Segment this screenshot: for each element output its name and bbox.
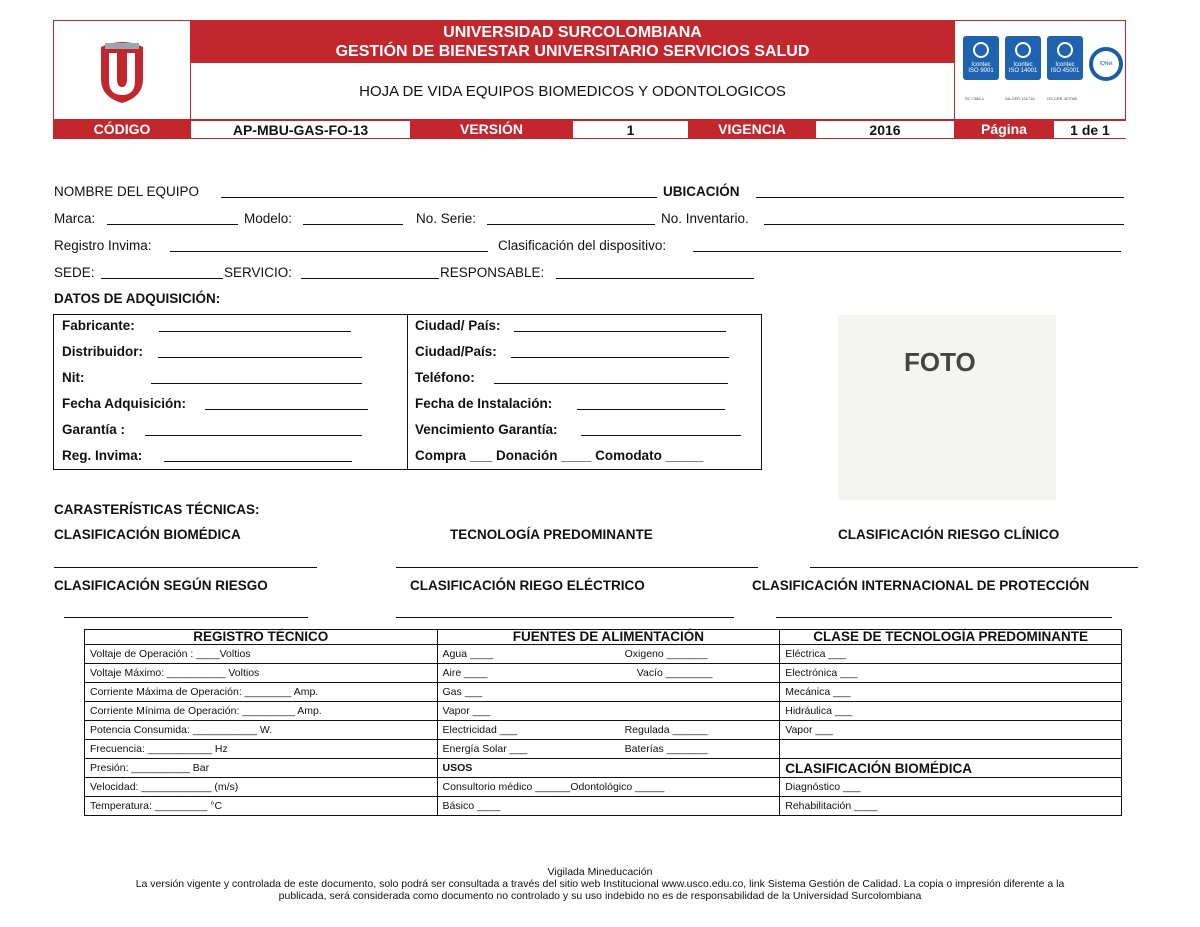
city-country-label: Ciudad/ País: <box>415 318 501 333</box>
table-row <box>85 740 1122 759</box>
predominant-tech-label: TECNOLOGÍA PREDOMINANTE <box>450 527 653 542</box>
equipment-name-field[interactable] <box>221 197 657 198</box>
table-cell[interactable]: Temperatura: _________ °C <box>85 797 438 816</box>
table-row <box>85 778 1122 797</box>
invima-field[interactable] <box>170 251 488 252</box>
phone-label: Teléfono: <box>415 370 475 385</box>
cert-number: SC 7384-1 <box>965 96 985 101</box>
purchase-date-label: Fecha Adquisición: <box>62 396 187 411</box>
table-cell[interactable] <box>780 740 1122 759</box>
sede-field[interactable] <box>101 278 223 279</box>
table-cell[interactable] <box>437 740 780 759</box>
table-cell[interactable]: Potencia Consumida: ___________ W. <box>85 721 438 740</box>
nit-field[interactable] <box>151 383 362 384</box>
brand-label: Marca: <box>54 211 96 226</box>
cell-text: Vacío ________ <box>636 667 713 679</box>
manufacturer-label: Fabricante: <box>62 318 135 333</box>
page-value: 1 de 1 <box>1054 120 1126 139</box>
icontec-9001-icon: Icontec ISO 9001 <box>963 36 999 80</box>
version-value: 1 <box>573 120 688 139</box>
predominant-tech-field[interactable] <box>396 567 758 568</box>
table-cell[interactable]: Presión: __________ Bar <box>85 759 438 778</box>
location-label: UBICACIÓN <box>663 184 740 199</box>
cert-number: OS-CER 427060 <box>1047 96 1078 101</box>
department-name: GESTIÓN DE BIENESTAR UNIVERSITARIO SERVICIOS SALUD <box>335 43 810 60</box>
code-label: CÓDIGO <box>93 121 151 137</box>
device-class-label: Clasificación del dispositivo: <box>498 238 667 253</box>
responsible-label: RESPONSABLE: <box>440 265 545 280</box>
technical-registry-table <box>84 629 1122 816</box>
sede-label: SEDE: <box>54 265 95 280</box>
acquisition-type[interactable]: Compra ___ Donación ____ Comodato _____ <box>415 448 704 463</box>
table-cell[interactable]: Diagnóstico ___ <box>780 778 1122 797</box>
footer-notice-2: publicada, será considerada como documento no controlado y su uso indebido no es de responsabilidad de la Universidad Surcolombiana <box>278 890 922 902</box>
university-logo <box>53 20 191 120</box>
table-cell[interactable] <box>437 645 780 664</box>
city-country-2-field[interactable] <box>511 357 729 358</box>
cell-text: Electricidad ___ <box>442 724 518 736</box>
table-cell[interactable]: Electrónica ___ <box>780 664 1122 683</box>
install-date-field[interactable] <box>577 409 725 410</box>
distributor-field[interactable] <box>158 357 362 358</box>
table-cell[interactable]: Voltaje de Operación : ____Voltios <box>85 645 438 664</box>
serial-field[interactable] <box>487 224 655 225</box>
table-cell[interactable] <box>437 664 780 683</box>
serial-label: No. Serie: <box>416 211 477 226</box>
acquisition-title: DATOS DE ADQUISICIÓN: <box>54 291 221 306</box>
nit-label: Nit: <box>62 370 85 385</box>
inventory-label: No. Inventario. <box>661 211 749 226</box>
technical-title: CARASTERÍSTICAS TÉCNICAS: <box>54 502 260 517</box>
iqnet-icon: IQNet <box>1089 47 1123 81</box>
footer-vigilada: Vigilada Mineducación <box>547 866 653 878</box>
cert-number: SA-CER 131716 <box>1005 96 1035 101</box>
photo-label: FOTO <box>904 347 976 377</box>
table-cell[interactable]: Mecánica ___ <box>780 683 1122 702</box>
col-header: REGISTRO TÉCNICO <box>85 630 438 645</box>
table-cell[interactable]: Frecuencia: ___________ Hz <box>85 740 438 759</box>
version-label: VERSIÓN <box>459 121 523 137</box>
service-field[interactable] <box>301 278 439 279</box>
service-label: SERVICIO: <box>224 265 293 280</box>
table-cell[interactable]: Consultorio médico ______Odontológico _____ <box>437 778 780 797</box>
warranty-expiry-field[interactable] <box>581 435 741 436</box>
table-row <box>85 683 1122 702</box>
install-date-label: Fecha de Instalación: <box>415 396 553 411</box>
header-title <box>191 20 954 62</box>
model-label: Modelo: <box>244 211 293 226</box>
table-cell[interactable]: Eléctrica ___ <box>780 645 1122 664</box>
table-row <box>85 645 1122 664</box>
purchase-date-field[interactable] <box>205 409 368 410</box>
validity-value: 2016 <box>816 120 954 139</box>
photo-placeholder[interactable] <box>838 315 1056 500</box>
biomedical-class-field[interactable] <box>54 567 317 568</box>
location-field[interactable] <box>756 197 1124 198</box>
table-cell[interactable]: Velocidad: ____________ (m/s) <box>85 778 438 797</box>
table-row <box>85 759 1122 778</box>
table-cell: USOS <box>437 759 780 778</box>
icontec-14001-icon: Icontec ISO 14001 <box>1005 36 1041 80</box>
validity-label: VIGENCIA <box>718 121 786 137</box>
warranty-field[interactable] <box>145 435 362 436</box>
city-country-field[interactable] <box>514 331 726 332</box>
manufacturer-field[interactable] <box>159 331 351 332</box>
clinical-risk-label: CLASIFICACIÓN RIESGO CLÍNICO <box>838 527 1060 542</box>
cell-text: Energía Solar ___ <box>442 743 528 755</box>
device-class-field[interactable] <box>693 251 1121 252</box>
usco-shield-icon <box>91 35 153 105</box>
table-row <box>85 702 1122 721</box>
distributor-label: Distribuidor: <box>62 344 143 359</box>
brand-field[interactable] <box>107 224 238 225</box>
warranty-label: Garantía : <box>62 422 126 437</box>
clinical-risk-field[interactable] <box>810 567 1138 568</box>
icontec-45001-icon: Icontec ISO 45001 <box>1047 36 1083 80</box>
biomedical-class-label: CLASIFICACIÓN BIOMÉDICA <box>54 527 241 542</box>
reg-invima-field[interactable] <box>164 461 352 462</box>
table-row <box>85 797 1122 816</box>
table-cell[interactable] <box>437 721 780 740</box>
table-cell[interactable]: Rehabilitación ____ <box>780 797 1122 816</box>
responsible-field[interactable] <box>556 278 754 279</box>
cell-text: Oxigeno _______ <box>624 648 708 660</box>
table-cell[interactable]: Voltaje Máximo: __________ Voltios <box>85 664 438 683</box>
electrical-risk-label: CLASIFICACIÓN RIEGO ELÉCTRICO <box>410 578 645 593</box>
inventory-field[interactable] <box>764 224 1124 225</box>
table-cell[interactable]: Hidráulica ___ <box>780 702 1122 721</box>
table-cell[interactable]: Vapor ___ <box>780 721 1122 740</box>
phone-field[interactable] <box>494 383 728 384</box>
page-label: Página <box>981 121 1027 137</box>
cell-text: Regulada ______ <box>624 724 708 736</box>
university-name: UNIVERSIDAD SURCOLOMBIANA <box>443 24 702 41</box>
cell-text: Aire ____ <box>442 667 488 679</box>
footer-notice-1: La versión vigente y controlada de este documento, solo podrá ser consultada a través del sitio web Institucional www.usco.edu.co, link Sistema Gestión de Calidad. La copia o impresión diferente a la <box>135 878 1065 890</box>
table-cell[interactable]: Corriente Máxima de Operación: ________ Amp. <box>85 683 438 702</box>
acquisition-divider <box>407 314 408 470</box>
cell-text: Baterías _______ <box>624 743 708 755</box>
table-cell[interactable]: Básico ____ <box>437 797 780 816</box>
equipment-name-label: NOMBRE DEL EQUIPO <box>54 184 200 199</box>
svg-text:S: S <box>117 68 126 83</box>
col-header: FUENTES DE ALIMENTACIÓN <box>437 630 780 645</box>
cell-text: Agua ____ <box>442 648 494 660</box>
invima-label: Registro Invima: <box>54 238 152 253</box>
code-value: AP-MBU-GAS-FO-13 <box>191 120 410 139</box>
table-header-row <box>85 630 1122 645</box>
protection-class-field[interactable] <box>776 617 1112 618</box>
certifications <box>954 20 1126 120</box>
warranty-expiry-label: Vencimiento Garantía: <box>415 422 558 437</box>
col-header: CLASE DE TECNOLOGÍA PREDOMINANTE <box>780 630 1122 645</box>
table-cell[interactable]: Vapor ___ <box>437 702 780 721</box>
document-title: HOJA DE VIDA EQUIPOS BIOMEDICOS Y ODONTOLOGICOS <box>191 62 954 120</box>
protection-class-label: CLASIFICACIÓN INTERNACIONAL DE PROTECCIÓN <box>752 578 1090 593</box>
risk-class-label: CLASIFICACIÓN SEGÚN RIESGO <box>54 578 268 593</box>
risk-class-field[interactable] <box>64 617 308 618</box>
table-cell: CLASIFICACIÓN BIOMÉDICA <box>780 759 1122 778</box>
electrical-risk-field[interactable] <box>396 617 734 618</box>
reg-invima-label: Reg. Invima: <box>62 448 143 463</box>
table-cell[interactable]: Gas ___ <box>437 683 780 702</box>
table-row <box>85 664 1122 683</box>
model-field[interactable] <box>303 224 403 225</box>
table-cell[interactable]: Corriente Mínima de Operación: _________ Amp. <box>85 702 438 721</box>
table-row <box>85 721 1122 740</box>
city-country-2-label: Ciudad/País: <box>415 344 497 359</box>
